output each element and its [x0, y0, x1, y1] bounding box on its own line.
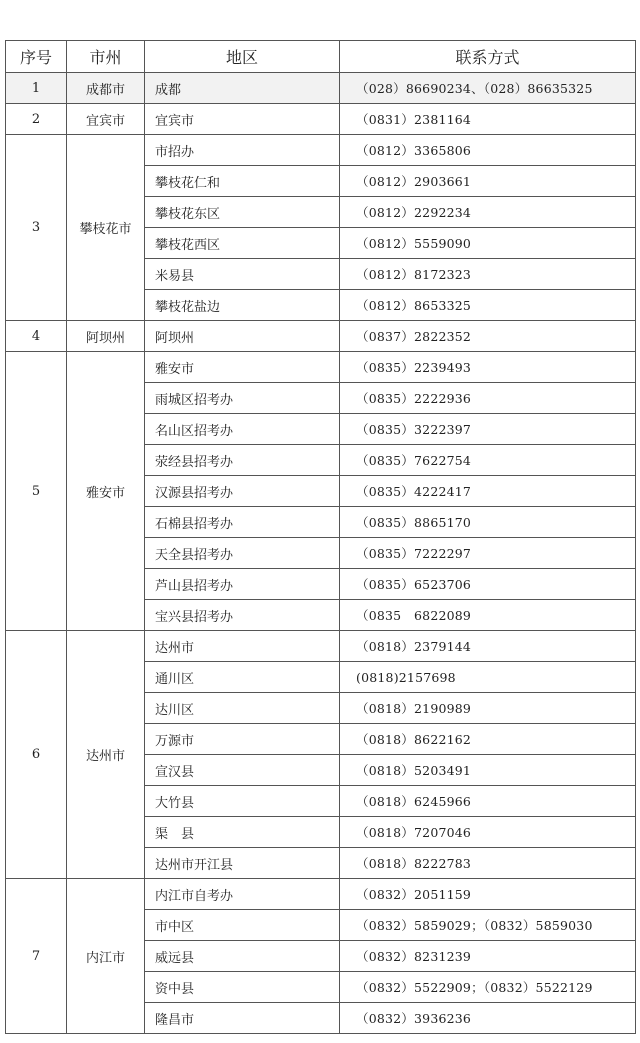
cell-phone: （0818）6245966	[340, 786, 636, 817]
header-contact: 联系方式	[340, 41, 636, 73]
cell-phone: （0812）8653325	[340, 290, 636, 321]
cell-phone: （0832）8231239	[340, 941, 636, 972]
cell-area: 达川区	[145, 693, 340, 724]
cell-phone: （0832）5859029；（0832）5859030	[340, 910, 636, 941]
header-area: 地区	[145, 41, 340, 73]
cell-area: 市招办	[145, 135, 340, 166]
cell-area: 内江市自考办	[145, 879, 340, 910]
cell-area: 资中县	[145, 972, 340, 1003]
cell-phone: （0835）8865170	[340, 507, 636, 538]
cell-area: 阿坝州	[145, 321, 340, 352]
table-row	[6, 104, 636, 135]
cell-phone: （0835）2239493	[340, 352, 636, 383]
cell-phone: （0832）5522909；（0832）5522129	[340, 972, 636, 1003]
cell-area: 大竹县	[145, 786, 340, 817]
cell-no: 3	[6, 135, 67, 321]
cell-area: 石棉县招考办	[145, 507, 340, 538]
contact-table	[5, 40, 636, 1034]
cell-city: 内江市	[67, 879, 145, 1034]
cell-area: 威远县	[145, 941, 340, 972]
cell-no: 7	[6, 879, 67, 1034]
cell-area: 名山区招考办	[145, 414, 340, 445]
cell-phone: （0818）2379144	[340, 631, 636, 662]
cell-no: 6	[6, 631, 67, 879]
cell-city: 宜宾市	[67, 104, 145, 135]
cell-city: 达州市	[67, 631, 145, 879]
cell-phone: （0835）2222936	[340, 383, 636, 414]
cell-phone: （0835 6822089	[340, 600, 636, 631]
table-row	[6, 73, 636, 104]
cell-area: 万源市	[145, 724, 340, 755]
cell-city: 阿坝州	[67, 321, 145, 352]
cell-phone: （0832）3936236	[340, 1003, 636, 1034]
cell-no: 5	[6, 352, 67, 631]
cell-area: 宣汉县	[145, 755, 340, 786]
cell-area: 通川区	[145, 662, 340, 693]
table-row	[6, 879, 636, 910]
cell-phone: （0835）7222297	[340, 538, 636, 569]
cell-phone: （0812）2903661	[340, 166, 636, 197]
cell-area: 汉源县招考办	[145, 476, 340, 507]
header-row	[6, 41, 636, 73]
cell-phone: （0837）2822352	[340, 321, 636, 352]
cell-area: 攀枝花西区	[145, 228, 340, 259]
cell-area: 隆昌市	[145, 1003, 340, 1034]
cell-area: 成都	[145, 73, 340, 104]
cell-phone: （0835）6523706	[340, 569, 636, 600]
cell-phone: （0818）5203491	[340, 755, 636, 786]
cell-area: 米易县	[145, 259, 340, 290]
cell-phone: （0831）2381164	[340, 104, 636, 135]
cell-area: 宝兴县招考办	[145, 600, 340, 631]
cell-phone: （0818）2190989	[340, 693, 636, 724]
table-row	[6, 631, 636, 662]
cell-phone: （0835）4222417	[340, 476, 636, 507]
cell-area: 芦山县招考办	[145, 569, 340, 600]
cell-area: 宜宾市	[145, 104, 340, 135]
cell-phone: （0818）8622162	[340, 724, 636, 755]
cell-phone: （0832）2051159	[340, 879, 636, 910]
cell-phone: （0818）8222783	[340, 848, 636, 879]
cell-phone: （0812）8172323	[340, 259, 636, 290]
table-row	[6, 321, 636, 352]
cell-no: 1	[6, 73, 67, 104]
cell-area: 达州市开江县	[145, 848, 340, 879]
cell-area: 天全县招考办	[145, 538, 340, 569]
cell-area: 攀枝花仁和	[145, 166, 340, 197]
table-row	[6, 352, 636, 383]
cell-phone: （0818）7207046	[340, 817, 636, 848]
cell-area: 攀枝花东区	[145, 197, 340, 228]
cell-phone: （0812）2292234	[340, 197, 636, 228]
cell-phone: （0835）3222397	[340, 414, 636, 445]
cell-area: 市中区	[145, 910, 340, 941]
cell-no: 4	[6, 321, 67, 352]
cell-city: 攀枝花市	[67, 135, 145, 321]
cell-phone: (0818)2157698	[340, 662, 636, 693]
cell-phone: （028）86690234、（028）86635325	[340, 73, 636, 104]
cell-phone: （0835）7622754	[340, 445, 636, 476]
table-body	[6, 73, 636, 1034]
cell-area: 达州市	[145, 631, 340, 662]
table-row	[6, 135, 636, 166]
cell-city: 成都市	[67, 73, 145, 104]
cell-area: 荥经县招考办	[145, 445, 340, 476]
cell-area: 渠 县	[145, 817, 340, 848]
cell-area: 雅安市	[145, 352, 340, 383]
cell-city: 雅安市	[67, 352, 145, 631]
cell-phone: （0812）3365806	[340, 135, 636, 166]
cell-area: 雨城区招考办	[145, 383, 340, 414]
cell-phone: （0812）5559090	[340, 228, 636, 259]
cell-no: 2	[6, 104, 67, 135]
header-city: 市州	[67, 41, 145, 73]
header-no: 序号	[6, 41, 67, 73]
cell-area: 攀枝花盐边	[145, 290, 340, 321]
